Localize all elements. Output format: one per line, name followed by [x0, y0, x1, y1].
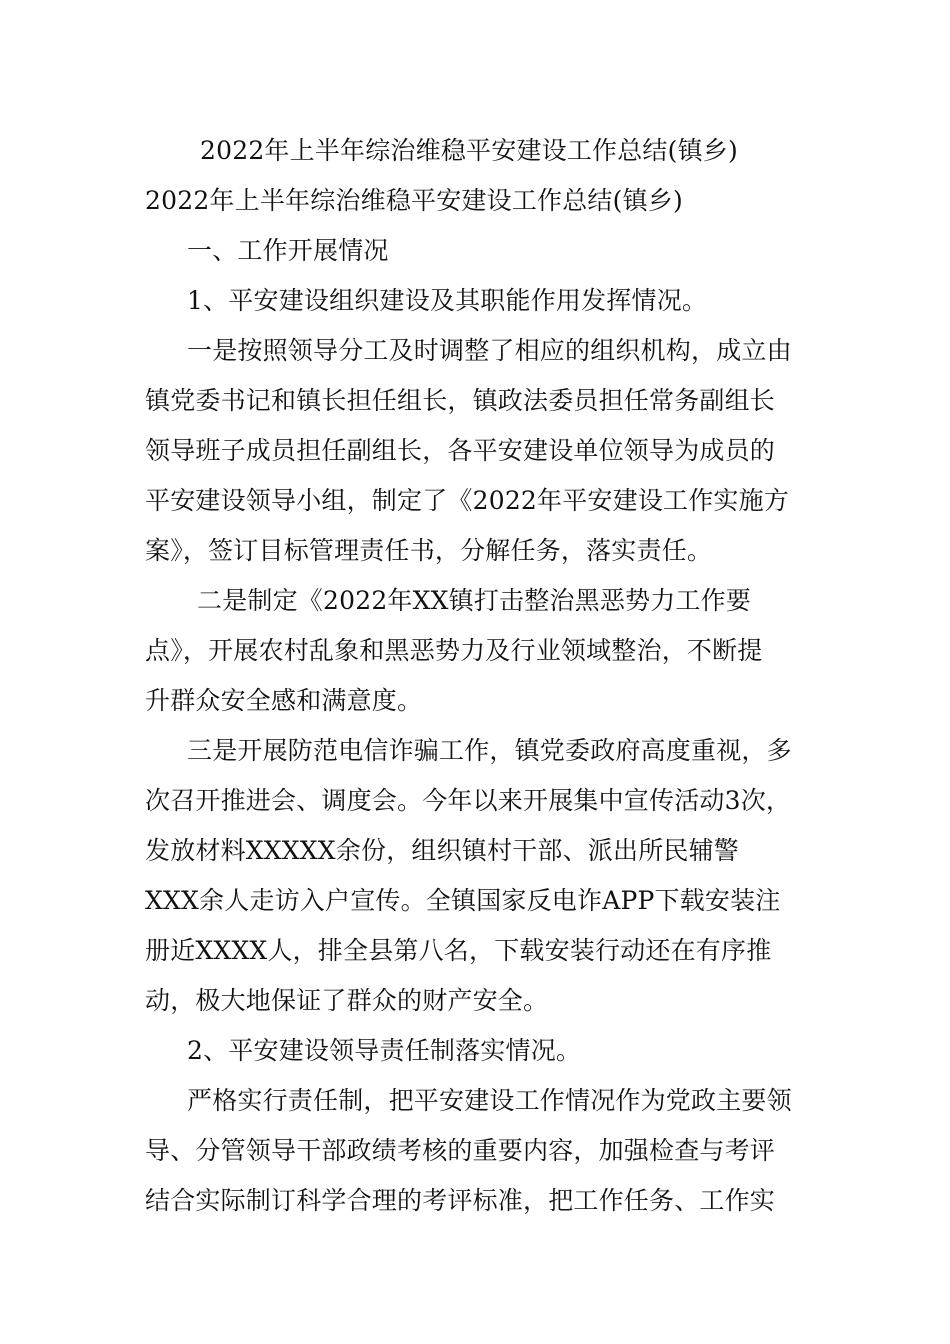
paragraph-1-line: 一是按照领导分工及时调整了相应的组织机构，成立由 — [187, 336, 792, 365]
document-subtitle: 2022年上半年综治维稳平安建设工作总结(镇乡) — [145, 186, 683, 215]
paragraph-1-line: 领导班子成员担任副组长，各平安建设单位领导为成员的 — [145, 436, 776, 465]
paragraph-1-line: 案》，签订目标管理责任书，分解任务，落实责任。 — [145, 536, 713, 565]
paragraph-1-line: 镇党委书记和镇长担任组长，镇政法委员担任常务副组长 — [145, 386, 776, 415]
paragraph-4-line: 结合实际制订科学合理的考评标准，把工作任务、工作实 — [145, 1186, 776, 1215]
paragraph-4-line: 导、分管领导干部政绩考核的重要内容，加强检查与考评 — [145, 1136, 776, 1165]
paragraph-2-line: 升群众安全感和满意度。 — [145, 686, 423, 715]
paragraph-1-line: 平安建设领导小组，制定了《2022年平安建设工作实施方 — [145, 486, 790, 515]
paragraph-3-line: XXX余人走访入户宣传。全镇国家反电诈APP下载安装注 — [145, 886, 781, 915]
paragraph-2-line: 二是制定《2022年XX镇打击整治黑恶势力工作要 — [197, 586, 752, 615]
sub-heading-1: 1、平安建设组织建设及其职能作用发挥情况。 — [187, 286, 708, 315]
paragraph-2-line: 点》，开展农村乱象和黑恶势力及行业领域整治，不断提 — [145, 636, 763, 665]
paragraph-3-line: 三是开展防范电信诈骗工作，镇党委政府高度重视，多 — [187, 736, 792, 765]
paragraph-3-line: 动，极大地保证了群众的财产安全。 — [145, 986, 549, 1015]
document-title: 2022年上半年综治维稳平安建设工作总结(镇乡) — [200, 136, 738, 165]
paragraph-3-line: 次召开推进会、调度会。今年以来开展集中宣传活动3次， — [145, 786, 792, 815]
section-heading-1: 一、工作开展情况 — [187, 236, 389, 265]
paragraph-3-line: 册近XXXX人，排全县第八名，下载安装行动还在有序推 — [145, 936, 772, 965]
paragraph-3-line: 发放材料XXXXX余份，组织镇村干部、派出所民辅警 — [145, 836, 739, 865]
sub-heading-2: 2、平安建设领导责任制落实情况。 — [187, 1036, 582, 1065]
paragraph-4-line: 严格实行责任制，把平安建设工作情况作为党政主要领 — [187, 1086, 792, 1115]
